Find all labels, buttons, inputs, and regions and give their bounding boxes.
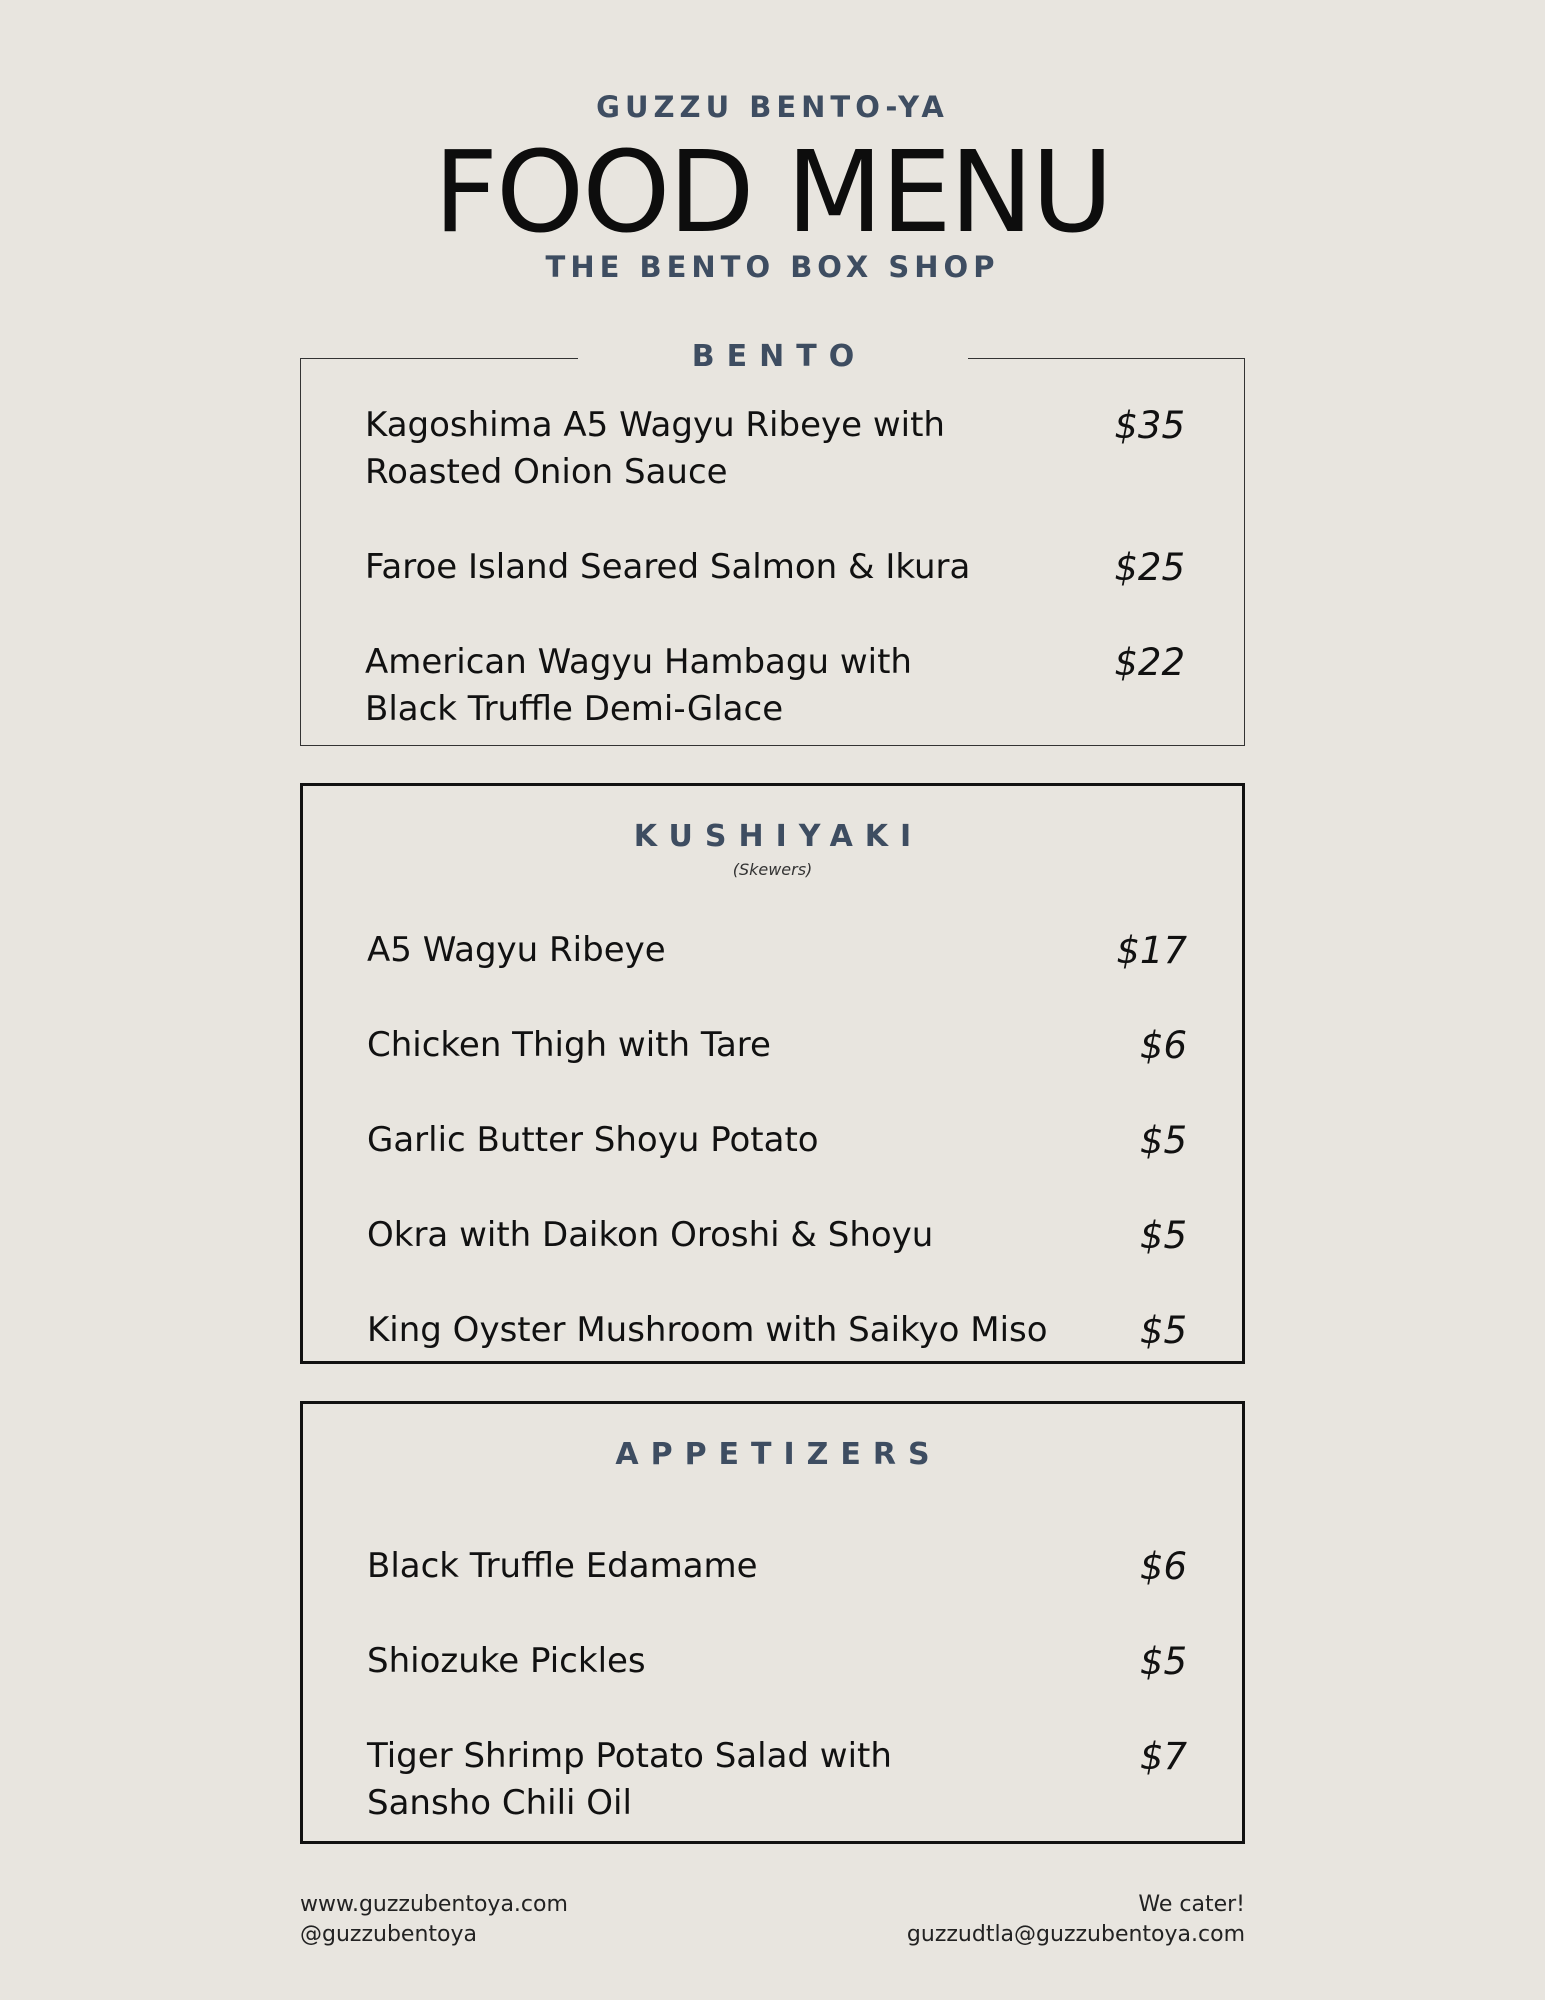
footer-contact-left — [300, 1890, 568, 1950]
item-name: King Oyster Mushroom with Saikyo Miso — [367, 1310, 1048, 1350]
item-price: $22 — [1114, 641, 1185, 684]
item-price: $6 — [1139, 1024, 1187, 1067]
item-name: American Wagyu Hambagu with Black Truffle Demi-Glace — [365, 642, 912, 729]
item-price: $17 — [1116, 929, 1187, 972]
item-price: $5 — [1139, 1214, 1187, 1257]
item-name: Faroe Island Seared Salmon & Ikura — [365, 547, 971, 587]
page-subtitle: THE BENTO BOX SHOP — [545, 250, 1000, 284]
section-note-skewers: (Skewers) — [732, 860, 813, 879]
page-title: FOOD MENU — [433, 128, 1112, 258]
catering-note: We cater! — [1138, 1892, 1245, 1917]
section-heading-appetizers: APPETIZERS — [615, 1437, 942, 1472]
item-price: $7 — [1139, 1735, 1187, 1778]
section-heading-bento: BENTO — [578, 339, 968, 374]
email-link[interactable]: guzzudtla@guzzubentoya.com — [906, 1922, 1245, 1947]
item-name: A5 Wagyu Ribeye — [367, 930, 666, 970]
item-name: Shiozuke Pickles — [367, 1641, 646, 1681]
item-name: Black Truffle Edamame — [367, 1546, 758, 1586]
item-price: $5 — [1139, 1309, 1187, 1352]
social-handle[interactable]: @guzzubentoya — [300, 1922, 477, 1947]
item-price: $25 — [1114, 546, 1185, 589]
item-price: $35 — [1114, 404, 1185, 447]
item-name: Chicken Thigh with Tare — [367, 1025, 771, 1065]
section-kushiyaki — [300, 783, 1245, 1364]
section-appetizers — [300, 1401, 1245, 1844]
section-heading-kushiyaki: KUSHIYAKI — [633, 819, 924, 854]
item-name: Kagoshima A5 Wagyu Ribeye with Roasted Onion Sauce — [365, 405, 945, 492]
footer-contact-right — [907, 1890, 1245, 1950]
item-price: $6 — [1139, 1545, 1187, 1588]
brand-name: GUZZU BENTO-YA — [596, 90, 949, 124]
item-price: $5 — [1139, 1640, 1187, 1683]
section-bento — [300, 339, 1245, 746]
website-link[interactable]: www.guzzubentoya.com — [300, 1892, 568, 1917]
item-price: $5 — [1139, 1119, 1187, 1162]
item-name: Okra with Daikon Oroshi & Shoyu — [367, 1215, 934, 1255]
item-name: Tiger Shrimp Potato Salad with Sansho Chili Oil — [367, 1736, 892, 1823]
item-name: Garlic Butter Shoyu Potato — [367, 1120, 819, 1160]
